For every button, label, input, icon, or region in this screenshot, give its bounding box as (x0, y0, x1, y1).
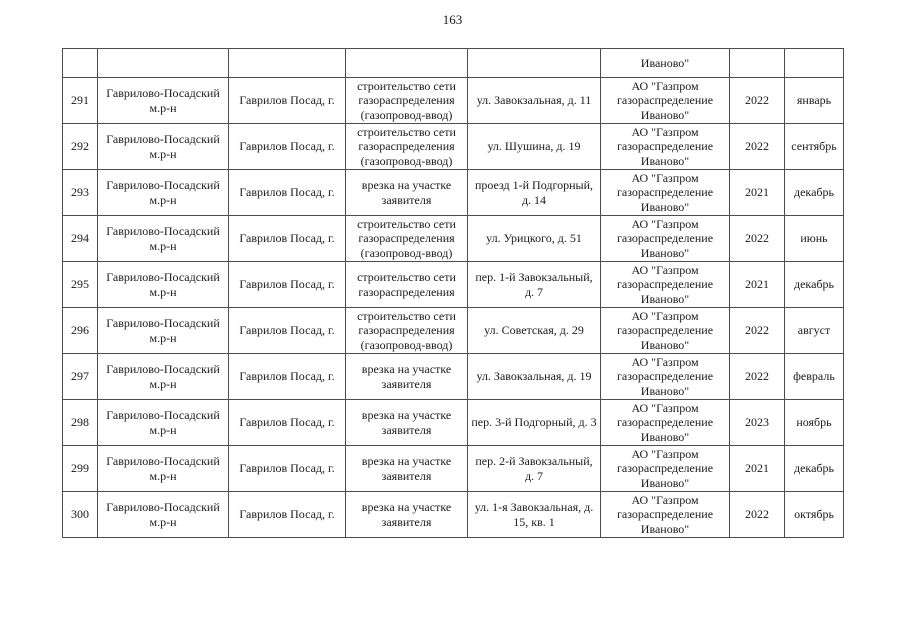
cell-address: ул. Советская, д. 29 (468, 308, 601, 354)
cell-city: Гаврилов Посад, г. (229, 78, 346, 124)
cell-district: Гаврилово-Посадский м.р-н (98, 354, 229, 400)
cell-work-type: врезка на участке заявителя (346, 492, 468, 538)
cell-month: август (785, 308, 844, 354)
cell-district: Гаврилово-Посадский м.р-н (98, 170, 229, 216)
page-number: 163 (442, 12, 463, 27)
cell-district: Гаврилово-Посадский м.р-н (98, 262, 229, 308)
cell-city (229, 49, 346, 78)
cell-month: декабрь (785, 446, 844, 492)
cell-work-type: строительство сети газораспределения (газопровод-ввод) (346, 308, 468, 354)
cell-address: пер. 1-й Завокзальный, д. 7 (468, 262, 601, 308)
cell-year: 2022 (730, 308, 785, 354)
cell-number: 293 (63, 170, 98, 216)
gas-connections-table (62, 48, 844, 538)
cell-organization: АО "Газпром газораспределение Иваново" (601, 78, 730, 124)
cell-work-type: врезка на участке заявителя (346, 170, 468, 216)
cell-district: Гаврилово-Посадский м.р-н (98, 400, 229, 446)
cell-organization: АО "Газпром газораспределение Иваново" (601, 354, 730, 400)
cell-year: 2022 (730, 124, 785, 170)
cell-work-type: строительство сети газораспределения (газопровод-ввод) (346, 216, 468, 262)
cell-work-type: строительство сети газораспределения (газопровод-ввод) (346, 78, 468, 124)
cell-work-type: строительство сети газораспределения (газопровод-ввод) (346, 124, 468, 170)
cell-month: декабрь (785, 170, 844, 216)
cell-address: проезд 1-й Подгорный, д. 14 (468, 170, 601, 216)
cell-year: 2021 (730, 170, 785, 216)
cell-month: июнь (785, 216, 844, 262)
cell-work-type: врезка на участке заявителя (346, 446, 468, 492)
cell-city: Гаврилов Посад, г. (229, 170, 346, 216)
cell-number: 300 (63, 492, 98, 538)
cell-work-type: строительство сети газораспределения (346, 262, 468, 308)
cell-number: 298 (63, 400, 98, 446)
cell-work-type (346, 49, 468, 78)
table-row (63, 170, 844, 216)
cell-city: Гаврилов Посад, г. (229, 262, 346, 308)
cell-month: сентябрь (785, 124, 844, 170)
cell-district: Гаврилово-Посадский м.р-н (98, 492, 229, 538)
table-row (63, 262, 844, 308)
cell-number: 291 (63, 78, 98, 124)
cell-city: Гаврилов Посад, г. (229, 446, 346, 492)
cell-organization: Иваново" (601, 49, 730, 78)
cell-city: Гаврилов Посад, г. (229, 354, 346, 400)
cell-number: 292 (63, 124, 98, 170)
cell-year: 2022 (730, 354, 785, 400)
cell-district: Гаврилово-Посадский м.р-н (98, 216, 229, 262)
cell-organization: АО "Газпром газораспределение Иваново" (601, 446, 730, 492)
cell-year: 2023 (730, 400, 785, 446)
cell-number: 297 (63, 354, 98, 400)
cell-work-type: врезка на участке заявителя (346, 354, 468, 400)
cell-city: Гаврилов Посад, г. (229, 216, 346, 262)
table-body (63, 49, 844, 538)
cell-organization: АО "Газпром газораспределение Иваново" (601, 308, 730, 354)
cell-month: февраль (785, 354, 844, 400)
cell-year: 2021 (730, 262, 785, 308)
cell-number (63, 49, 98, 78)
table-row (63, 492, 844, 538)
cell-address: ул. Шушина, д. 19 (468, 124, 601, 170)
cell-address: пер. 2-й Завокзальный, д. 7 (468, 446, 601, 492)
cell-organization: АО "Газпром газораспределение Иваново" (601, 492, 730, 538)
table-row (63, 400, 844, 446)
cell-district: Гаврилово-Посадский м.р-н (98, 124, 229, 170)
cell-address (468, 49, 601, 78)
cell-address: ул. Завокзальная, д. 19 (468, 354, 601, 400)
cell-city: Гаврилов Посад, г. (229, 492, 346, 538)
cell-district: Гаврилово-Посадский м.р-н (98, 308, 229, 354)
cell-city: Гаврилов Посад, г. (229, 400, 346, 446)
table-row (63, 308, 844, 354)
cell-year: 2022 (730, 216, 785, 262)
cell-work-type: врезка на участке заявителя (346, 400, 468, 446)
cell-year: 2021 (730, 446, 785, 492)
cell-month: ноябрь (785, 400, 844, 446)
table-row (63, 446, 844, 492)
cell-address: ул. Урицкого, д. 51 (468, 216, 601, 262)
cell-month: октябрь (785, 492, 844, 538)
table-row-continuation (63, 49, 844, 78)
cell-organization: АО "Газпром газораспределение Иваново" (601, 400, 730, 446)
cell-number: 296 (63, 308, 98, 354)
cell-year (730, 49, 785, 78)
cell-district (98, 49, 229, 78)
cell-address: ул. Завокзальная, д. 11 (468, 78, 601, 124)
cell-address: ул. 1-я Завокзальная, д. 15, кв. 1 (468, 492, 601, 538)
table-row (63, 78, 844, 124)
table-row (63, 354, 844, 400)
cell-district: Гаврилово-Посадский м.р-н (98, 78, 229, 124)
table-row (63, 216, 844, 262)
cell-number: 294 (63, 216, 98, 262)
table-row (63, 124, 844, 170)
cell-organization: АО "Газпром газораспределение Иваново" (601, 262, 730, 308)
cell-organization: АО "Газпром газораспределение Иваново" (601, 170, 730, 216)
cell-number: 299 (63, 446, 98, 492)
cell-district: Гаврилово-Посадский м.р-н (98, 446, 229, 492)
cell-year: 2022 (730, 492, 785, 538)
cell-month (785, 49, 844, 78)
cell-organization: АО "Газпром газораспределение Иваново" (601, 124, 730, 170)
cell-month: декабрь (785, 262, 844, 308)
cell-address: пер. 3-й Подгорный, д. 3 (468, 400, 601, 446)
cell-organization: АО "Газпром газораспределение Иваново" (601, 216, 730, 262)
cell-city: Гаврилов Посад, г. (229, 124, 346, 170)
cell-month: январь (785, 78, 844, 124)
cell-year: 2022 (730, 78, 785, 124)
cell-number: 295 (63, 262, 98, 308)
cell-city: Гаврилов Посад, г. (229, 308, 346, 354)
